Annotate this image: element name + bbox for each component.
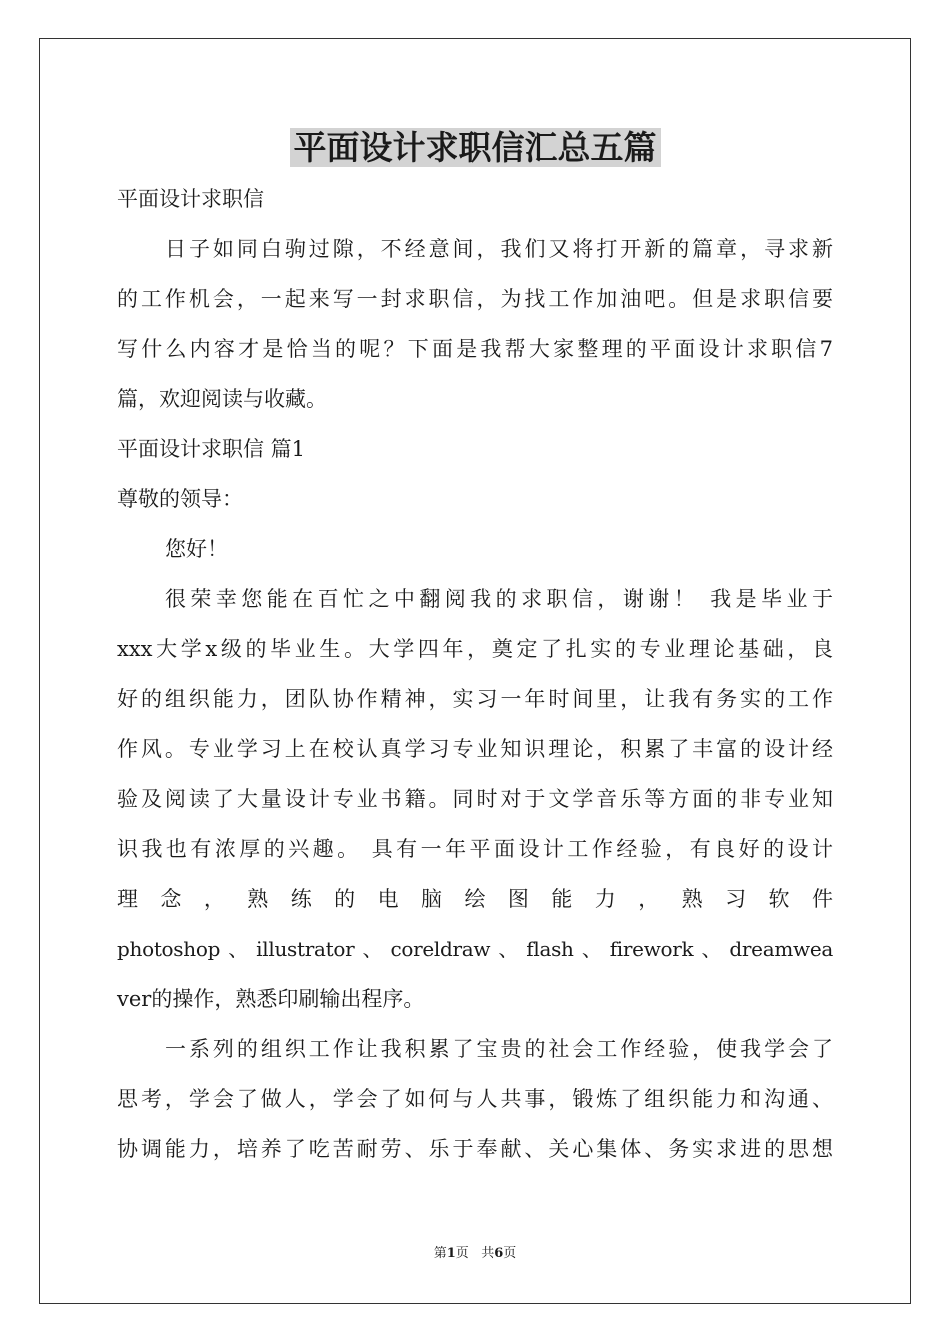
text-line: 协调能力，培养了吃苦耐劳、乐于奉献、关心集体、务实求进的思想: [117, 1137, 833, 1161]
text-line: ver的操作，熟悉印刷输出程序。: [117, 987, 425, 1011]
page-current: 1: [446, 1246, 456, 1261]
greeting: 您好！: [165, 537, 228, 561]
text-line: photoshop、illustrator、coreldraw、flash、firework、dreamwea: [117, 937, 833, 961]
text-line: 日子如同白驹过隙，不经意间，我们又将打开新的篇章，寻求新: [165, 237, 833, 261]
total-label: 共: [481, 1246, 495, 1261]
total-unit: 页: [503, 1246, 517, 1261]
text-line: 篇，欢迎阅读与收藏。: [117, 387, 327, 411]
document-title-text: 平面设计求职信汇总五篇: [290, 128, 661, 167]
text-line: 识我也有浓厚的兴趣。 具有一年平面设计工作经验，有良好的设计: [117, 837, 833, 861]
text-line: 理 念 ， 熟 练 的 电 脑 绘 图 能 力 ， 熟 习 软 件: [117, 887, 833, 911]
text-line: 平面设计求职信: [117, 187, 264, 211]
page-border: [39, 38, 911, 1304]
text-line: 验及阅读了大量设计专业书籍。同时对于文学音乐等方面的非专业知: [117, 787, 833, 811]
section-heading: 平面设计求职信 篇1: [117, 437, 306, 461]
text-line: 很荣幸您能在百忙之中翻阅我的求职信，谢谢！ 我是毕业于: [165, 587, 833, 611]
page-total: 6: [494, 1246, 504, 1261]
salutation: 尊敬的领导：: [117, 487, 243, 511]
document-title: [0, 124, 950, 172]
page-unit: 页: [455, 1246, 469, 1261]
text-line: 写什么内容才是恰当的呢？下面是我帮大家整理的平面设计求职信7: [117, 337, 833, 361]
text-line: 作风。专业学习上在校认真学习专业知识理论，积累了丰富的设计经: [117, 737, 833, 761]
page-label: 第: [433, 1246, 447, 1261]
text-line: 好的组织能力，团队协作精神，实习一年时间里，让我有务实的工作: [117, 687, 833, 711]
page-footer: [0, 1245, 950, 1263]
text-line: xxx大学x级的毕业生。大学四年，奠定了扎实的专业理论基础，良: [117, 637, 833, 661]
text-line: 一系列的组织工作让我积累了宝贵的社会工作经验，使我学会了: [165, 1037, 833, 1061]
text-line: 的工作机会，一起来写一封求职信，为找工作加油吧。但是求职信要: [117, 287, 833, 311]
text-line: 思考，学会了做人，学会了如何与人共事，锻炼了组织能力和沟通、: [117, 1087, 833, 1111]
